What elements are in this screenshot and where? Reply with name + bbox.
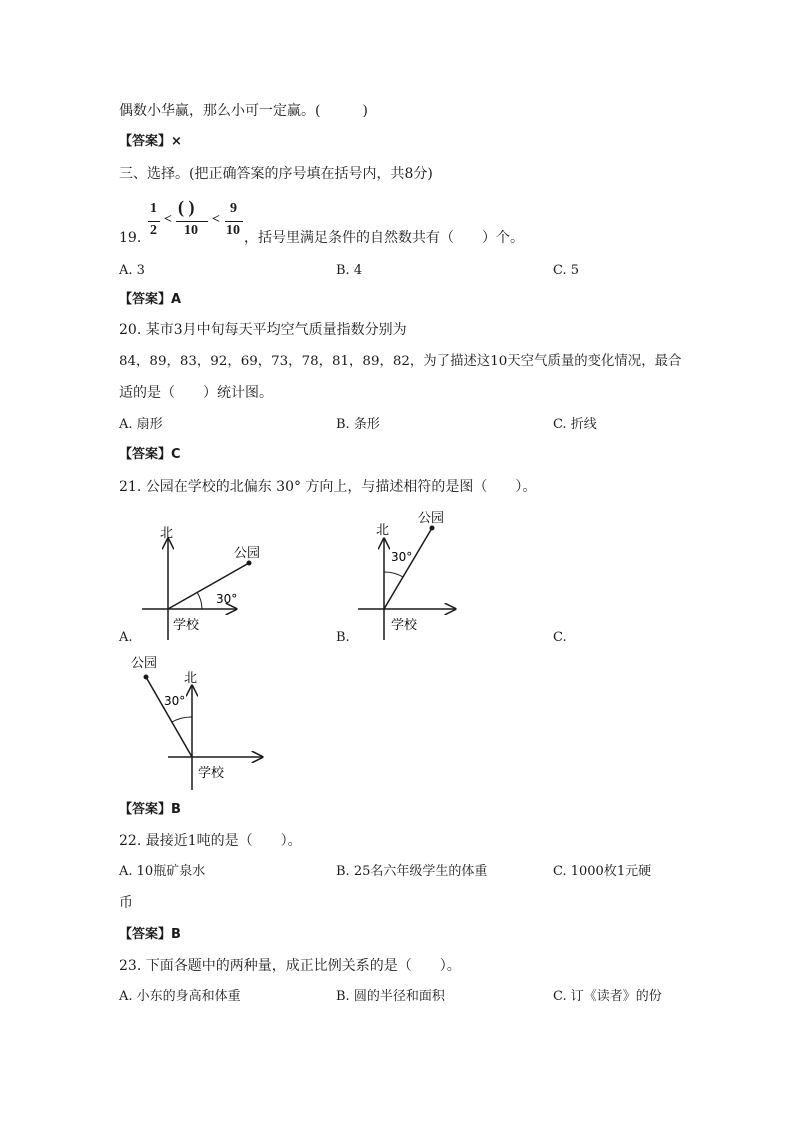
q20-option-b: B. 条形 [336, 417, 380, 432]
frac1-numerator: 1 [150, 201, 157, 216]
q22-option-b: B. 25名六年级学生的体重 [336, 864, 488, 879]
park-label-c: 公园 [131, 656, 158, 671]
q20-option-a: A. 扇形 [119, 417, 163, 432]
q22-option-c-wrap: 币 [119, 895, 133, 911]
q19-option-c: C. 5 [553, 263, 580, 278]
q19-text: ，括号里满足条件的自然数共有（ ）个。 [244, 230, 524, 246]
q21-option-a: A. [119, 630, 133, 645]
frac2-denominator: 10 [184, 223, 198, 238]
q19-option-a: A. 3 [119, 263, 145, 278]
q20-option-c: C. 折线 [553, 417, 597, 432]
q20-line3: 适的是（ ）统计图。 [119, 385, 273, 401]
angle-arc-a [197, 592, 202, 609]
park-label-b: 公园 [418, 511, 445, 526]
q21-text: 21. 公园在学校的北偏东 30° 方向上，与描述相符的是图（ ）。 [119, 479, 537, 495]
lt-sign-2: < [212, 212, 220, 227]
q22-answer: 【答案】B [119, 927, 181, 942]
north-label-b: 北 [376, 523, 390, 538]
frac3-numerator: 9 [230, 201, 237, 216]
q22-text: 22. 最接近1吨的是（ ）。 [119, 833, 302, 849]
q20-line2: 84，89，83，92，69，73，78，81，89，82，为了描述这10天空气质量的变化情况，最合 [119, 354, 682, 369]
angle-label-a: 30° [216, 592, 238, 606]
angle-arc-b [384, 572, 403, 577]
school-label-a: 学校 [173, 618, 200, 633]
q21-answer: 【答案】B [119, 802, 181, 817]
q20-answer: 【答案】C [119, 447, 181, 462]
park-point-a [247, 561, 252, 566]
q23-text: 23. 下面各题中的两种量，成正比例关系的是（ ）。 [119, 958, 461, 974]
angle-label-c: 30° [164, 694, 186, 708]
q23-option-b: B. 圆的半径和面积 [336, 989, 445, 1004]
school-label-b: 学校 [391, 618, 418, 633]
frac3-denominator: 10 [226, 223, 240, 238]
frac2-numerator: ( ) [178, 197, 195, 217]
angle-label-b: 30° [391, 550, 413, 564]
park-point-b [430, 526, 435, 531]
q20-line1: 20. 某市3月中旬每天平均空气质量指数分别为 [119, 322, 407, 338]
q21-option-b: B. [336, 630, 350, 645]
q18-text: 偶数小华赢，那么小可一定赢。( ) [119, 103, 368, 119]
direction-line-b [384, 528, 432, 609]
school-label-c: 学校 [198, 766, 225, 781]
section-heading: 三、选择。(把正确答案的序号填在括号内，共8分) [119, 166, 433, 182]
park-point-c [144, 675, 149, 680]
q19-number: 19. [119, 230, 142, 246]
north-label-c: 北 [184, 671, 198, 686]
north-label-a: 北 [160, 526, 174, 541]
q23-option-c: C. 订《读者》的份 [553, 989, 662, 1004]
q22-option-c: C. 1000枚1元硬 [553, 864, 652, 879]
diagram-a [142, 526, 260, 640]
q19-answer: 【答案】A [119, 292, 182, 307]
lt-sign-1: < [164, 212, 172, 227]
q18-answer: 【答案】× [119, 134, 182, 149]
q22-option-a: A. 10瓶矿泉水 [119, 864, 206, 879]
angle-arc-c [172, 717, 192, 722]
frac1-denominator: 2 [150, 223, 157, 238]
park-label-a: 公园 [234, 546, 261, 561]
diagram-c [131, 656, 262, 790]
diagram-b [358, 511, 455, 640]
q19-option-b: B. 4 [336, 263, 363, 278]
q23-option-a: A. 小东的身高和体重 [119, 989, 241, 1004]
q21-option-c: C. [553, 630, 567, 645]
